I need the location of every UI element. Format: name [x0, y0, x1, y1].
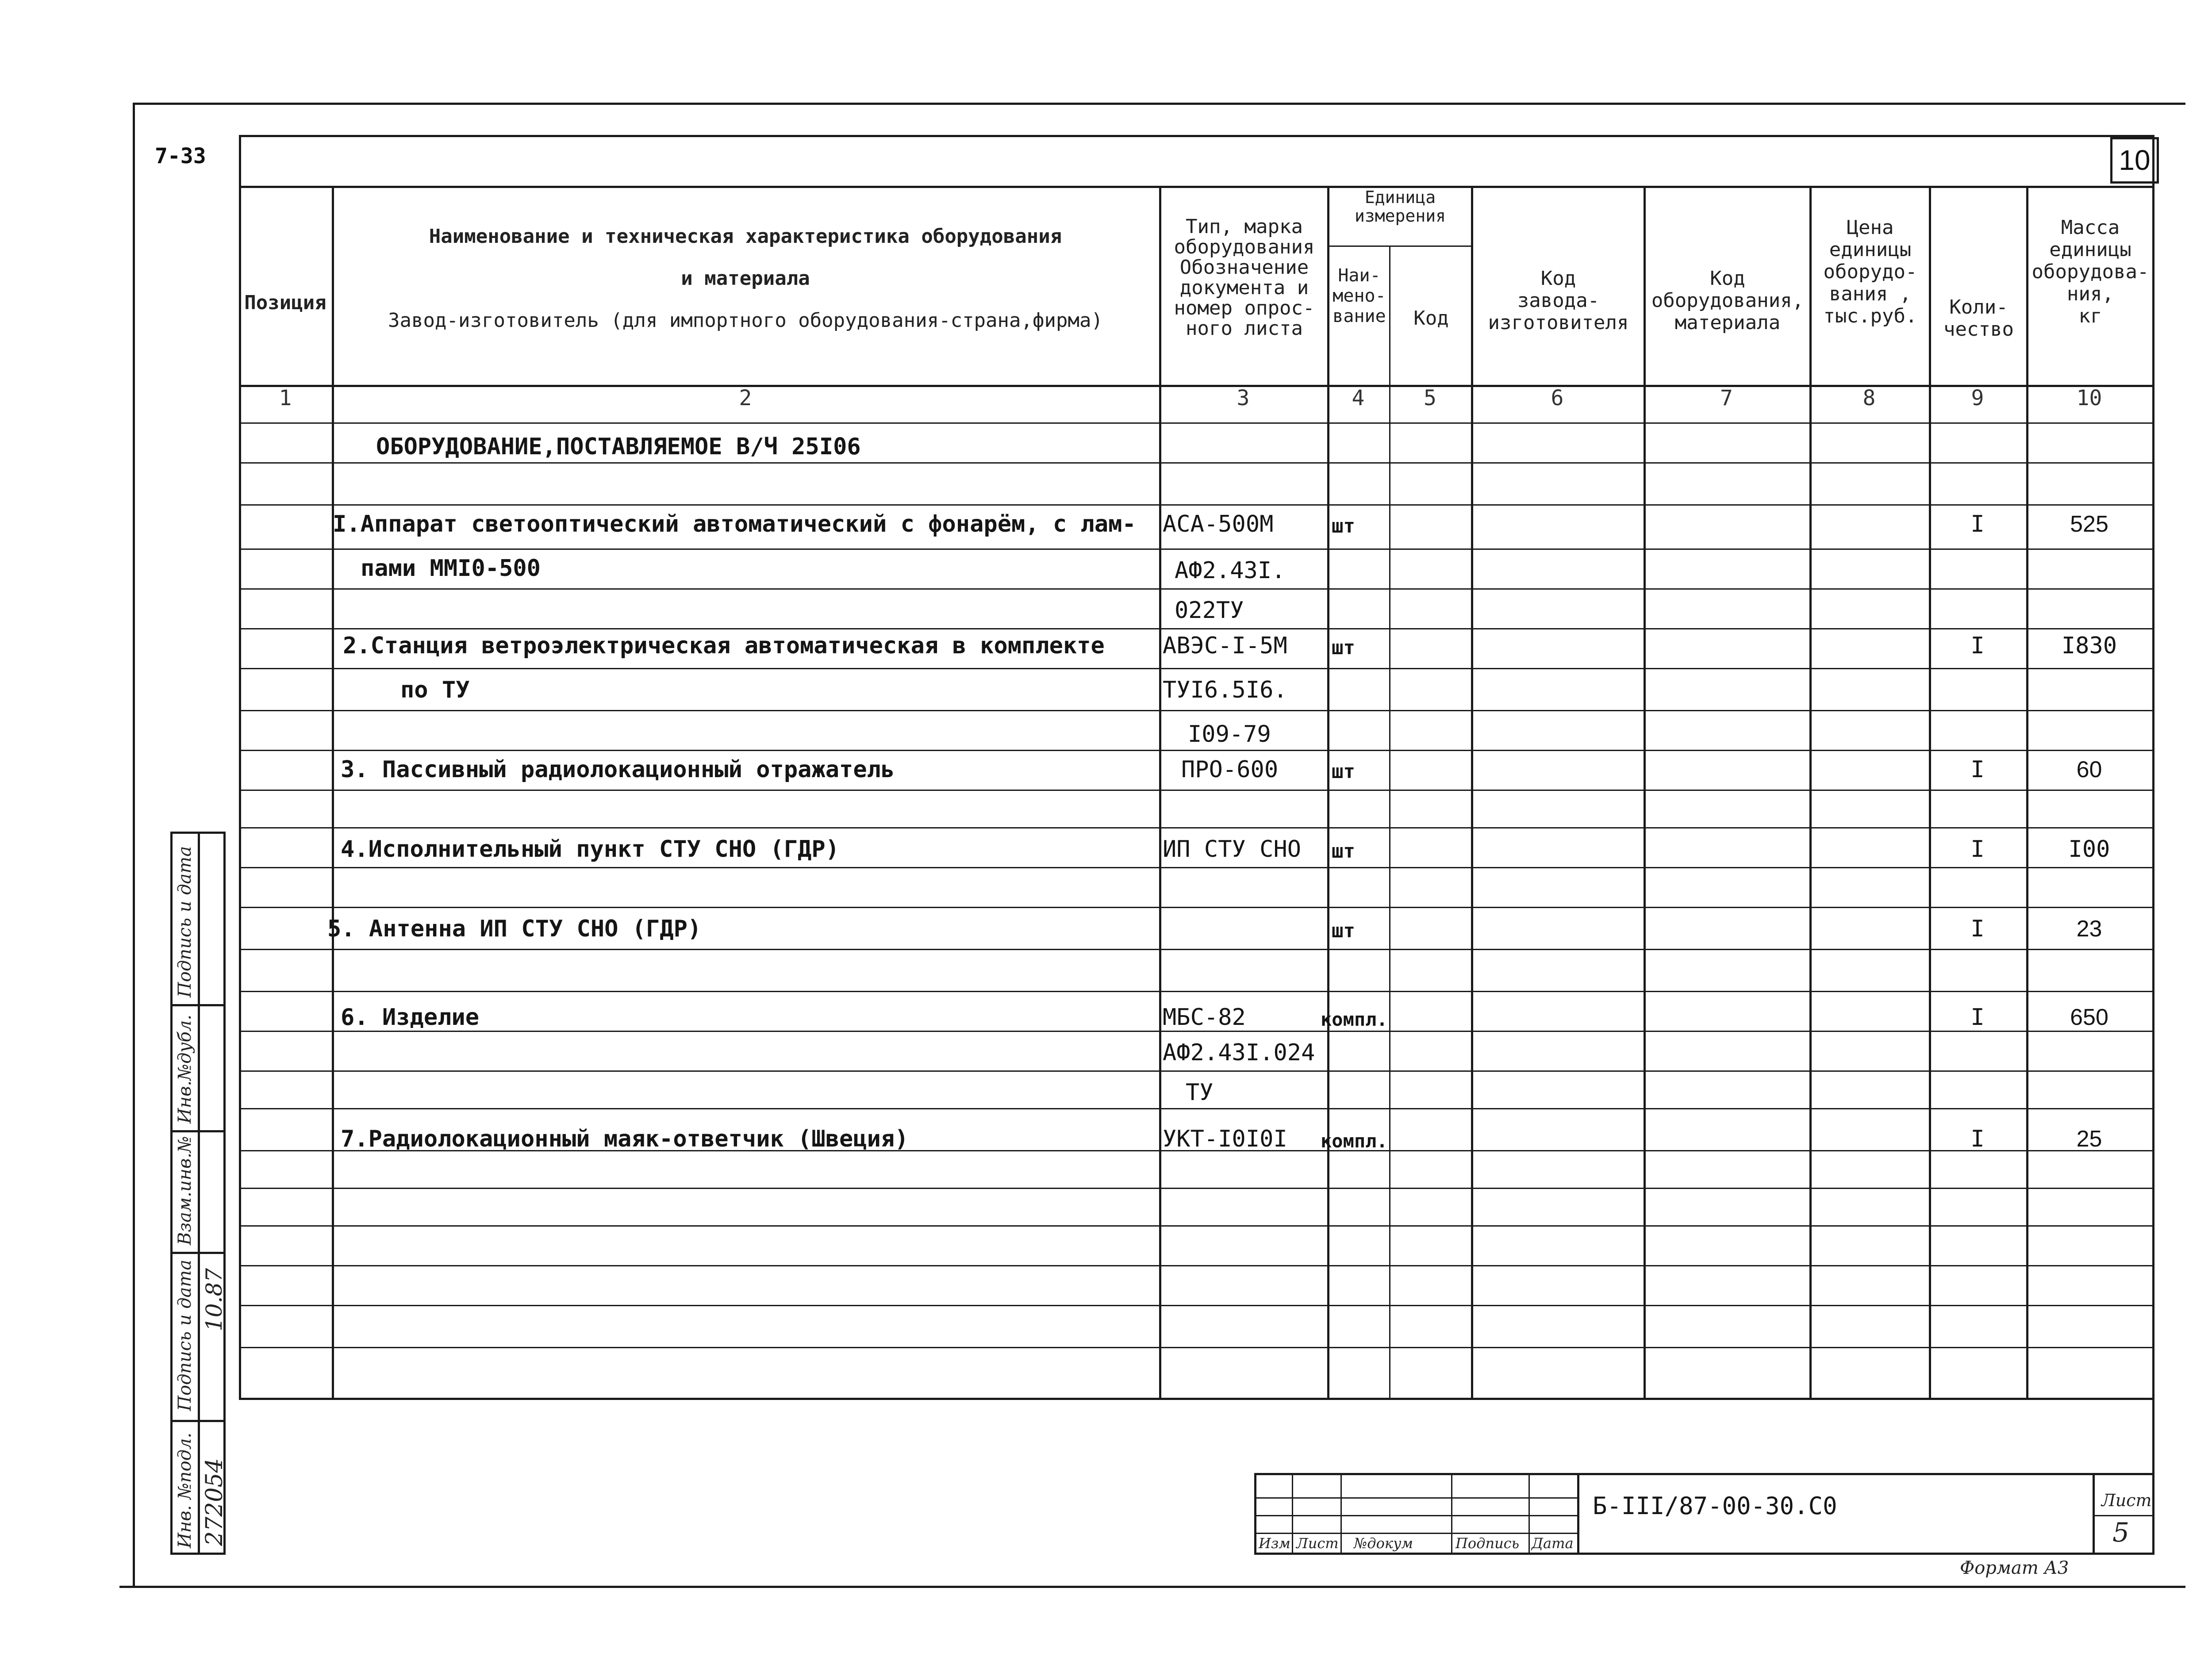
item-type: АВЭС-I-5М [1163, 633, 1287, 659]
col-number: 9 [1971, 386, 1984, 410]
item-name: 6. Изделие [341, 1004, 480, 1031]
item-mass: 60 [2076, 757, 2102, 782]
col-number: 2 [739, 386, 752, 410]
header-name-2: и материала [681, 267, 810, 290]
row-line [239, 1305, 2154, 1306]
row-line [239, 949, 2154, 950]
title-block-col [1528, 1473, 1530, 1555]
item-name: по ТУ [400, 677, 470, 703]
row-line [239, 588, 2154, 590]
col-sep-9 [2026, 186, 2028, 1398]
row-line [239, 1188, 2154, 1189]
table-left [239, 135, 241, 1398]
row-line [239, 907, 2154, 908]
item-name: 4.Исполнительный пункт СТУ СНО (ГДР) [341, 836, 840, 863]
col-sep-1 [332, 186, 334, 1398]
header-top [239, 186, 2154, 188]
table-top [239, 135, 2154, 137]
side-label-inv-podl: Инв. №подл. [175, 1432, 195, 1548]
col-sep-7 [1809, 186, 1812, 1398]
header-name-1: Наименование и техническая характеристика оборудования [429, 225, 1062, 248]
stamp-col-sign: Подпись [1455, 1535, 1520, 1552]
item-unit: шт [1332, 840, 1355, 863]
col-number: 5 [1424, 386, 1436, 410]
side-strip-sep [170, 1252, 226, 1254]
item-type: 022ТУ [1175, 597, 1244, 624]
side-label-vzam: Взам.инв.№ [175, 1136, 195, 1245]
side-strip-divider [198, 832, 200, 1555]
side-strip-sep [170, 1130, 226, 1132]
header-unit-name: Наи- мено- вание [1333, 265, 1386, 326]
col-sep-2 [1159, 186, 1161, 1398]
row-line [239, 790, 2154, 791]
row-line [239, 1265, 2154, 1266]
row-line [239, 1108, 2154, 1109]
item-qty: I [1970, 633, 1985, 659]
row-line [239, 628, 2154, 629]
item-qty: I [1970, 756, 1985, 783]
corner-number: 10 [2119, 144, 2151, 176]
item-name: 5. Антенна ИП СТУ СНО (ГДР) [327, 916, 702, 942]
item-qty: I [1970, 1004, 1985, 1031]
doc-code: Б-III/87-00-30.С0 [1593, 1492, 1837, 1520]
title-block-sep [2093, 1473, 2095, 1555]
row-line [239, 1070, 2154, 1072]
title-block-col [1292, 1473, 1293, 1555]
item-type: МБС-82 [1163, 1004, 1246, 1031]
item-name: I.Аппарат светооптический автоматический с фонарём, с лам- [333, 511, 1136, 537]
item-unit: шт [1332, 515, 1355, 537]
header-qty: Коли- чество [1943, 296, 2014, 341]
item-type: ПРО-600 [1181, 756, 1279, 783]
item-mass: I830 [2061, 633, 2117, 659]
row-line [239, 504, 2154, 506]
side-inv-number: 272054 [201, 1458, 228, 1546]
header-equip-code: Код оборудования, материала [1651, 267, 1804, 334]
col-number: 10 [2076, 386, 2102, 410]
row-line [239, 710, 2154, 711]
side-label-sign-date-2: Подпись и дата [175, 846, 195, 997]
sheet-number: 5 [2112, 1517, 2130, 1548]
item-name: 2.Станция ветроэлектрическая автоматическая в комплекте [343, 633, 1105, 659]
item-qty: I [1970, 836, 1985, 863]
title-block-col [1451, 1473, 1452, 1555]
item-mass: 650 [2070, 1005, 2108, 1030]
item-type: АФ2.43I.024 [1163, 1039, 1315, 1066]
item-mass: 525 [2070, 511, 2108, 537]
row-line [239, 1031, 2154, 1032]
item-type: ТУ [1186, 1079, 1214, 1106]
row-line [239, 991, 2154, 992]
row-line [239, 1347, 2154, 1348]
item-unit: шт [1332, 920, 1355, 942]
row-line [239, 750, 2154, 751]
side-label-sign-date-1: Подпись и дата [175, 1259, 195, 1411]
table-right [2152, 135, 2154, 1555]
col-sep-8 [1929, 186, 1931, 1398]
row-line [239, 1225, 2154, 1227]
col-number: 8 [1863, 386, 1876, 410]
item-name: 7.Радиолокационный маяк-ответчик (Швеция) [341, 1126, 909, 1152]
col-sep-3 [1327, 186, 1329, 1398]
item-qty: I [1970, 511, 1985, 537]
item-unit: шт [1332, 760, 1355, 783]
row-line [239, 827, 2154, 828]
item-name: пами ММI0-500 [361, 555, 541, 582]
header-name-3: Завод-изготовитель (для импортного оборудования-страна,фирма) [388, 309, 1103, 332]
stamp-col-izm: Изм [1259, 1535, 1290, 1552]
item-unit: компл. [1321, 1130, 1388, 1152]
row-line [239, 867, 2154, 868]
header-mass: Масса единицы оборудова- ния, кг [2032, 216, 2149, 327]
side-sign-date: 10.87 [201, 1268, 227, 1331]
col-sep-5 [1471, 186, 1473, 1398]
item-type: УКТ-I0I0I [1163, 1126, 1287, 1152]
frame-top-line [133, 103, 2185, 105]
item-unit: компл. [1321, 1009, 1388, 1030]
item-mass: I00 [2068, 836, 2110, 863]
col-number: 4 [1352, 386, 1365, 410]
stamp-col-doc: №докум [1354, 1535, 1413, 1552]
format-label: Формат А3 [1960, 1558, 2069, 1578]
stamp-col-date: Дата [1532, 1535, 1574, 1552]
header-price: Цена единицы оборудо- вания , тыс.руб. [1823, 216, 1917, 327]
header-unit-code: Код [1413, 307, 1449, 330]
item-type: ИП СТУ СНО [1163, 836, 1302, 863]
header-plant-code: Код завода- изготовителя [1488, 267, 1629, 334]
item-type: ТУI6.5I6. [1163, 677, 1287, 703]
title-block-sheet-sep [2093, 1515, 2154, 1516]
title-block-col [1340, 1473, 1342, 1555]
page-label: 7-33 [155, 144, 206, 169]
item-type: АСА-500М [1163, 511, 1274, 537]
header-position: Позиция [244, 291, 326, 314]
col-number: 3 [1237, 386, 1250, 410]
item-type: АФ2.43I. [1175, 557, 1286, 584]
col-sep-6 [1644, 186, 1646, 1398]
item-mass: 25 [2076, 1126, 2102, 1152]
item-type: I09-79 [1188, 721, 1271, 748]
header-type: Тип, марка оборудования Обозначение документа и номер опрос- ного листа [1174, 215, 1315, 340]
item-qty: I [1970, 916, 1985, 942]
row-line [239, 462, 2154, 464]
section-title: ОБОРУДОВАНИЕ,ПОСТАВЛЯЕМОЕ В/Ч 25I06 [376, 433, 861, 460]
item-unit: шт [1332, 637, 1355, 659]
row-line [239, 668, 2154, 669]
side-strip-sep [170, 1420, 226, 1422]
side-strip-sep [170, 1004, 226, 1006]
side-label-inv-dubl: Инв.№дубл. [175, 1014, 195, 1124]
row-line [239, 548, 2154, 550]
col-number: 1 [279, 386, 292, 410]
item-mass: 23 [2076, 916, 2102, 942]
unit-group-line [1327, 245, 1471, 247]
col-number: 6 [1551, 386, 1564, 410]
sheet-label: Лист [2101, 1491, 2152, 1510]
table-bottom [239, 1398, 2154, 1400]
item-name: 3. Пассивный радиолокационный отражатель [341, 756, 895, 783]
title-block-sep [1577, 1473, 1579, 1555]
frame-left-line [133, 103, 135, 1586]
col-number: 7 [1720, 386, 1733, 410]
frame-bottom-line [119, 1586, 2185, 1588]
item-qty: I [1970, 1126, 1985, 1152]
header-unit-group: Единица измерения [1355, 188, 1446, 226]
colnum-bottom [239, 422, 2154, 424]
stamp-col-list: Лист [1296, 1535, 1339, 1552]
